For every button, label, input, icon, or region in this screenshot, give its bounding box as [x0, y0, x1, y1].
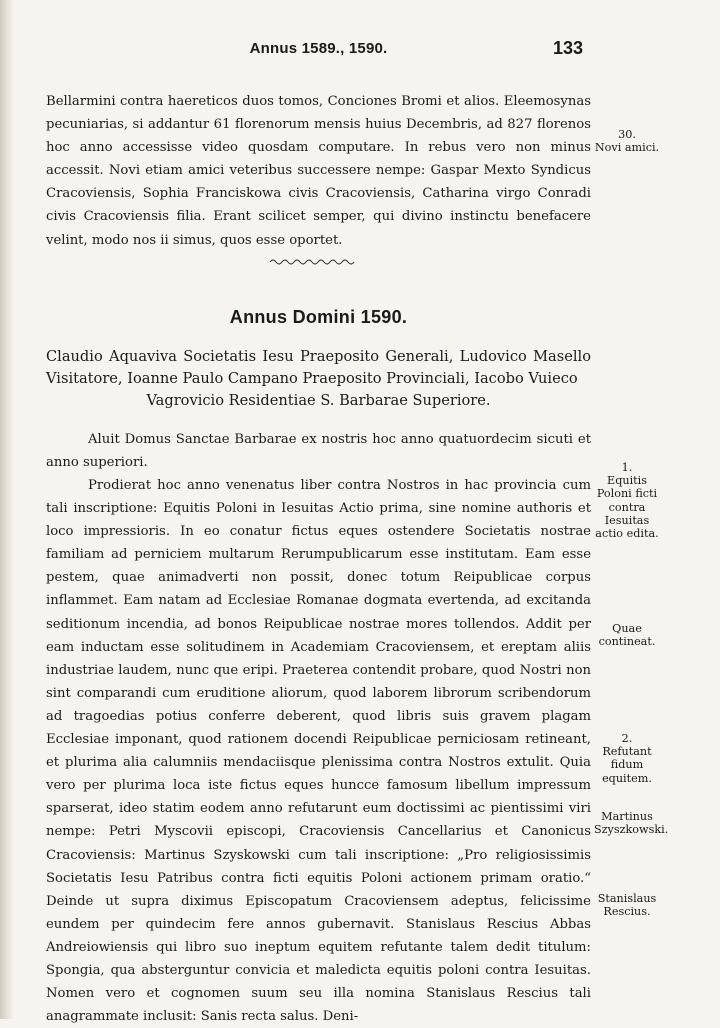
margin-note-number: 1. [621, 461, 633, 474]
page-header [46, 40, 591, 66]
margin-note-number: 30. [618, 128, 636, 141]
section-title: Annus Domini 1590. [229, 307, 408, 327]
margin-note-text: Martinus Szyszkowski. [594, 810, 669, 837]
margin-note-text: Stanislaus Rescius. [597, 892, 657, 919]
margin-note-martinus [594, 810, 669, 837]
margin-note-text: Equitis Poloni ficti contra Iesuitas actio edita. [595, 474, 659, 541]
margin-note-text: Novi amici. [594, 141, 660, 155]
superiors-line-1: Claudio Aquaviva Societatis Iesu Praeposito Generali, Ludovico Masello Visitatore, Ioanne Paulo Campano Praeposito Provinciali, Iacobo Vuieco [46, 348, 591, 387]
margin-note-text: Refutant fidum equitem. [602, 745, 652, 785]
running-head: Annus 1589., 1590. [249, 40, 388, 57]
paragraph-1 [46, 90, 591, 252]
margin-note-equitis-poloni [594, 461, 660, 540]
page-edge [0, 0, 14, 1019]
margin-note-stanislaus [594, 892, 660, 918]
paragraph-2 [46, 428, 591, 474]
paragraph-1-text: Bellarmini contra haereticos duos tomos, Conciones Bromi et alios. Eleemosynas pecuniarias, si addantur 61 florenorum mensis huius Decembris, ad 827 florenos hoc anno accessisse video quosdam computare. In rebus vero non minus accessit. Novi etiam amici veteribus successere nempe: Gaspar Mexto Syndicus Cracoviensis, Sophia Franciskowa civis Cracoviensis, Catharina virgo Conradi civis Cracoviensis filia. Erant scilicet semper, qui divino instinctu benefacere velint, modo nos ii simus, quos esse oportet. [46, 94, 591, 248]
margin-note-novi-amici [594, 128, 660, 154]
margin-note-number: 2. [621, 732, 633, 745]
paragraph-3-text: Prodierat hoc anno venenatus liber contra Nostros in hac provincia cum tali inscriptione: Equitis Poloni in Iesuitas Actio prima, sine nomine authoris et loco impressioris. In eo conatur fictus eques ostendere Societatis nostrae familiam ad perniciem multarum Rerumpublicarum esse institutam. Eam esse pestem, quae animadverti non possit, donec totum Reipublicae corpus inflammet. Eam natam ad Ecclesiae Romanae dogmata evertenda, ad excitanda seditionum incendia, ad bonos Reipublicae nostrae mores tollendos. Addit per eam inductam esse solitudinem in Academiam Cracoviensem, et ereptam aliis industriae laudem, nunc que eripi. Praeterea contendit probare, quod Nostri non sint comparandi cum eruditione aliorum, quod laborem librorum scribendorum ad tragoedias potius conferre deberent, quod libris suis gravem plagam Ecclesiae imponant, quod rationem docendi Reipublicae perniciosam retineant, et plurima alia calumniis mendaciisque plenissima contra Nostros extulit. Quia vero per plurima loca iste fictus eques huncce famosum libellum impressum sparserat, ideo statim eodem anno refutarunt eum doctissimi ac pientissimi viri nempe: Petri Myscovii episcopi, Cracoviensis Cancellarius et Canonicus Cracoviensis: Martinus Szyskowski cum tali inscriptione: „Pro religiosissimis Societatis Iesu Patribus contra ficti equitis Poloni actionem primam oratio.“ Deinde ut supra diximus Episcopatum Cracoviensem adeptus, felicissime eundem per quindecim fere annos gubernavit. Stanislaus Rescius Abbas Andreiowiensis qui libro suo ineptum equitem refutante talem dedit titulum: Spongia, qua absterguntur convicia et maledicta equitis poloni contra Iesuitas. Nomen vero et cognomen suum seu illa nomina Stanislaus Rescius tali anagrammate inclusit: Sanis recta salus. Deni- [46, 478, 591, 1025]
section-ornament [268, 255, 358, 269]
superiors-line-2: Vagrovicio Residentiae S. Barbarae Superiore. [146, 392, 491, 409]
page-number: 133 [552, 38, 583, 58]
paragraph-3 [46, 474, 591, 1028]
margin-note-refutant [594, 732, 660, 785]
paragraph-2-text: Aluit Domus Sanctae Barbarae ex nostris hoc anno quatuordecim sicuti et anno superiori. [46, 432, 591, 471]
margin-note-quae-continet [594, 622, 660, 648]
superiors-block [46, 346, 591, 412]
margin-note-text: Quae contineat. [598, 622, 656, 649]
